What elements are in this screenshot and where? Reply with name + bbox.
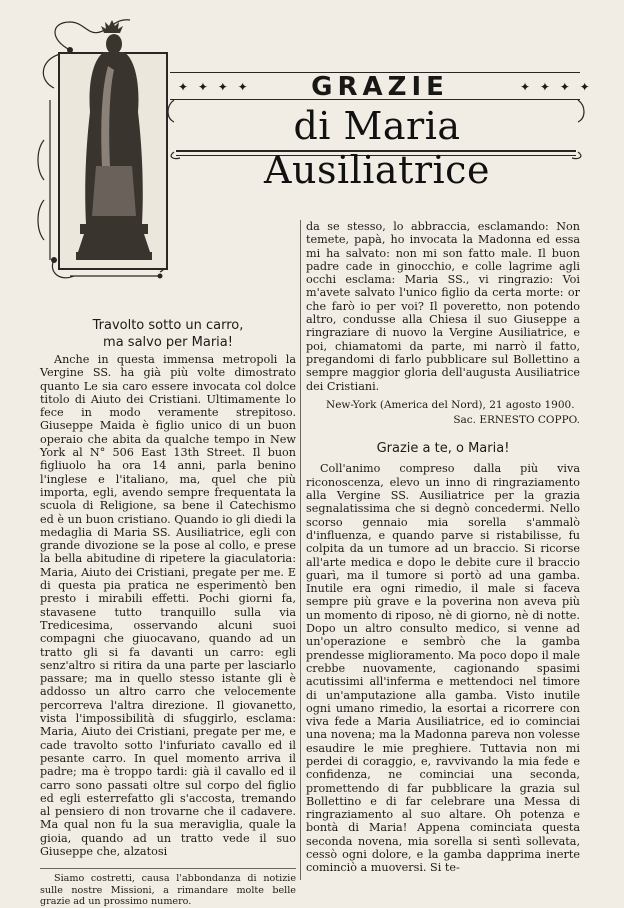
footnote: Siamo costretti, causa l'abbondanza di notizie sulle nostre Missioni, a rimandare molte belle grazie ad un prossimo numero.	[40, 868, 296, 907]
title-scroll-icon	[166, 96, 586, 160]
article1-text: Anche in questa immensa metropoli la Vergine SS. ha già più volte dimostrato quanto Le sia caro essere invocata col dolce titolo di Aiuto dei Cristiani. Ultimamente lo fece in modo veramente strepitoso. Giuseppe Maida è figlio unico di un buon operaio che abita da qualche tempo in New York al N° 506 East 13th Street. Il buon figliuolo ha ora 14 anni, parla benino l'inglese e l'italiano, ma, quel che più importa, egli, avendo sempre frequentata la scuola di Religione, sa bene il Catechismo ed è un buon cristiano. Quando io gli diedi la medaglia di Maria SS. Ausiliatrice, egli con grande divozione se la pose al collo, e prese la bella abitudine di ripetere la giaculatoria: Maria, Aiuto dei Cristiani, pregate per me. E di questa pia pratica ne esperimentò ben presto i mirabili effetti. Pochi giorni fa, stavasene tutto tranquillo sulla via Tredicesima, osservando alcuni suoi compagni che giuocavano, quando ad un tratto gli si fa davanti un carro: egli senz'altro si ritira da una parte per lasciarlo passare; ma in quello stesso istante gli è addosso un altro carro che velocemente percorreva l'altra direzione. Il giovanetto, vista l'impossibilità di sfuggirlo, esclama: Maria, Aiuto dei Cristiani, pregate per me, e cade travolto sotto l'infuriato cavallo ed il pesante carro. In quel momento arriva il padre; ma è troppo tardi: già il cavallo ed il carro sono passati oltre sul corpo del figlio ed egli esterrefatto gli s'accosta, tremando al pensiero di non trovarne che il cadavere. Ma qual non fu la sua meraviglia, quale la gioia, quando ad un tratto vede il suo Giuseppe che, alzatosi	[40, 353, 296, 858]
madonna-statue-icon	[66, 16, 162, 268]
article1-continuation: da se stesso, lo abbraccia, esclamando: Non temete, papà, ho invocata la Madonna ed essa mi ha salvato: non mi son fatto male. Il buon padre cade in ginocchio, e colle lagrime agli occhi esclama: Maria SS., vi ringrazio: Voi m'avete salvato l'unico figlio da certa morte: or che farò io per voi? Il poveretto, non potendo altro, condusse alla Chiesa il suo Giuseppe a ringraziare di nuovo la Vergine Ausiliatrice, e poi, chiamatomi da parte, mi narrò il fatto, pregandomi di farlo pubblicare sul Bollettino a sempre maggior gloria dell'augusta Ausiliatrice dei Cristiani.	[306, 220, 580, 393]
right-column	[306, 220, 580, 875]
signature-place: New-York (America del Nord), 21 agosto 1900.	[326, 398, 575, 411]
page-title: di Maria Ausiliatrice	[264, 104, 490, 192]
signature-name: Sac. ERNESTO COPPO.	[453, 414, 580, 427]
left-column	[40, 298, 296, 908]
title-top: GRAZIE	[311, 72, 449, 102]
stars-left-icon: ✦ ✦ ✦ ✦	[178, 80, 251, 94]
article2-text: Coll'animo compreso dalla più viva riconoscenza, elevo un inno di ringraziamento alla Vergine SS. Ausiliatrice per la grazia segnalatissima che si degnò concedermi. Nello scorso gennaio mia sorella s'ammalò d'influenza, e quando parve si ristabilisse, fu colpita da un tumore ad un braccio. Si ricorse all'arte medica e dopo le debite cure il braccio guarì, ma il tumore si portò ad una gamba. Inutile era ogni rimedio, il male si faceva sempre più grave e la poverina non aveva più un momento di riposo, nè di giorno, nè di notte. Dopo un altro consulto medico, si venne ad un'operazione e sembrò che la gamba prendesse miglioramento. Ma poco dopo il male crebbe nuovamente, cagionando spasimi acutissimi all'inferma e mettendoci nel timore di un'amputazione alla gamba. Visto inutile ogni umano rimedio, la esortai a ricorrere con viva fede a Maria Ausiliatrice, ed io cominciai una novena; ma la Madonna pareva non volesse esaudire le mie preghiere. Tuttavia non mi perdei di coraggio, e, ravvivando la mia fede e confidenza, ne cominciai una seconda, promettendo di far pubblicare la grazia sul Bollettino e di far celebrare una Messa di ringraziamento al suo altare. Oh potenza e bontà di Maria! Appena cominciata questa seconda novena, mia sorella si sentì sollevata, cessò ogni dolore, e la gamba dapprima inerte cominciò a muoversi. Si te-	[306, 462, 580, 875]
article2-title: Grazie a te, o Maria!	[376, 441, 510, 457]
article1-title-line1: Travolto sotto un carro,	[92, 318, 244, 333]
article1-title-line2: ma salvo per Maria!	[103, 335, 233, 350]
column-divider	[300, 220, 301, 880]
stars-right-icon: ✦ ✦ ✦ ✦	[520, 80, 593, 94]
